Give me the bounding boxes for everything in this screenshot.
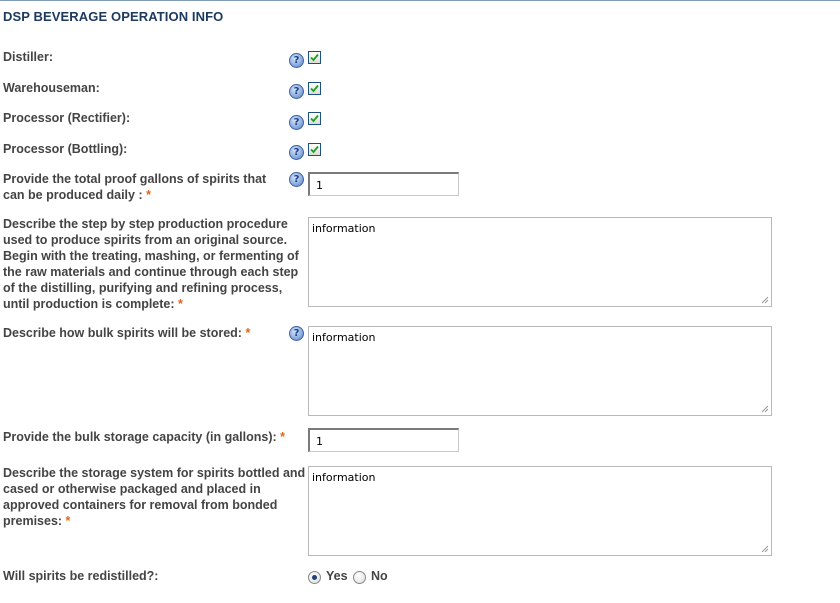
textarea-value: information xyxy=(312,331,376,344)
warehouseman-checkbox[interactable] xyxy=(308,82,321,95)
resize-grip-icon[interactable] xyxy=(761,405,769,413)
redistilled-no-radio[interactable] xyxy=(353,571,366,584)
redistilled-label: Will spirits be redistilled?: xyxy=(3,569,159,583)
required-marker: * xyxy=(146,188,151,202)
distiller-checkbox[interactable] xyxy=(308,51,321,64)
processor-bottling-label: Processor (Bottling): xyxy=(3,142,128,156)
redistilled-yes-radio[interactable] xyxy=(308,571,321,584)
processor-bottling-checkbox[interactable] xyxy=(308,143,321,156)
help-icon[interactable]: ? xyxy=(289,53,304,68)
bulk-capacity-label: Provide the bulk storage capacity (in gallons): * xyxy=(3,430,286,444)
help-icon[interactable]: ? xyxy=(289,115,304,130)
resize-grip-icon[interactable] xyxy=(761,545,769,553)
bulk-storage-textarea[interactable] xyxy=(308,326,772,416)
production-procedure-textarea[interactable] xyxy=(308,217,772,307)
textarea-value: information xyxy=(312,222,376,235)
production-procedure-label: Describe the step by step production procedure used to produce spirits from an original source. Begin with the treating, mashing, or fermenting of the raw materials and continue through each step of the distilling, purifying and refining process, until production is complete: * xyxy=(3,217,299,311)
processor-rectifier-checkbox[interactable] xyxy=(308,112,321,125)
help-icon[interactable]: ? xyxy=(289,172,304,187)
help-icon[interactable]: ? xyxy=(289,84,304,99)
required-marker: * xyxy=(280,430,286,444)
processor-rectifier-label: Processor (Rectifier): xyxy=(3,111,131,125)
bulk-storage-label: Describe how bulk spirits will be stored: * xyxy=(3,326,251,340)
help-icon[interactable]: ? xyxy=(289,145,304,160)
textarea-value: information xyxy=(312,471,376,484)
storage-system-textarea[interactable] xyxy=(308,466,772,556)
redistilled-no-label[interactable]: No xyxy=(371,569,388,583)
storage-system-label: Describe the storage system for spirits bottled and cased or otherwise packaged and placed in approved containers for removal from bonded premises: * xyxy=(3,466,306,528)
proof-gallons-input[interactable]: 1 xyxy=(308,172,459,196)
proof-gallons-label: Provide the total proof gallons of spirits that can be produced daily : * xyxy=(3,172,267,202)
help-icon[interactable]: ? xyxy=(289,326,304,341)
resize-grip-icon[interactable] xyxy=(761,296,769,304)
checkmark-icon xyxy=(309,83,320,94)
required-marker: * xyxy=(65,514,71,528)
checkmark-icon xyxy=(309,144,320,155)
section-title: DSP BEVERAGE OPERATION INFO xyxy=(3,9,224,24)
distiller-label: Distiller: xyxy=(3,50,54,64)
required-marker: * xyxy=(178,297,183,311)
bulk-capacity-input[interactable]: 1 xyxy=(308,428,459,452)
checkmark-icon xyxy=(309,113,320,124)
required-marker: * xyxy=(245,326,251,340)
redistilled-yes-label[interactable]: Yes xyxy=(326,569,348,583)
checkmark-icon xyxy=(309,52,320,63)
warehouseman-label: Warehouseman: xyxy=(3,81,100,95)
section-divider xyxy=(0,0,840,1)
